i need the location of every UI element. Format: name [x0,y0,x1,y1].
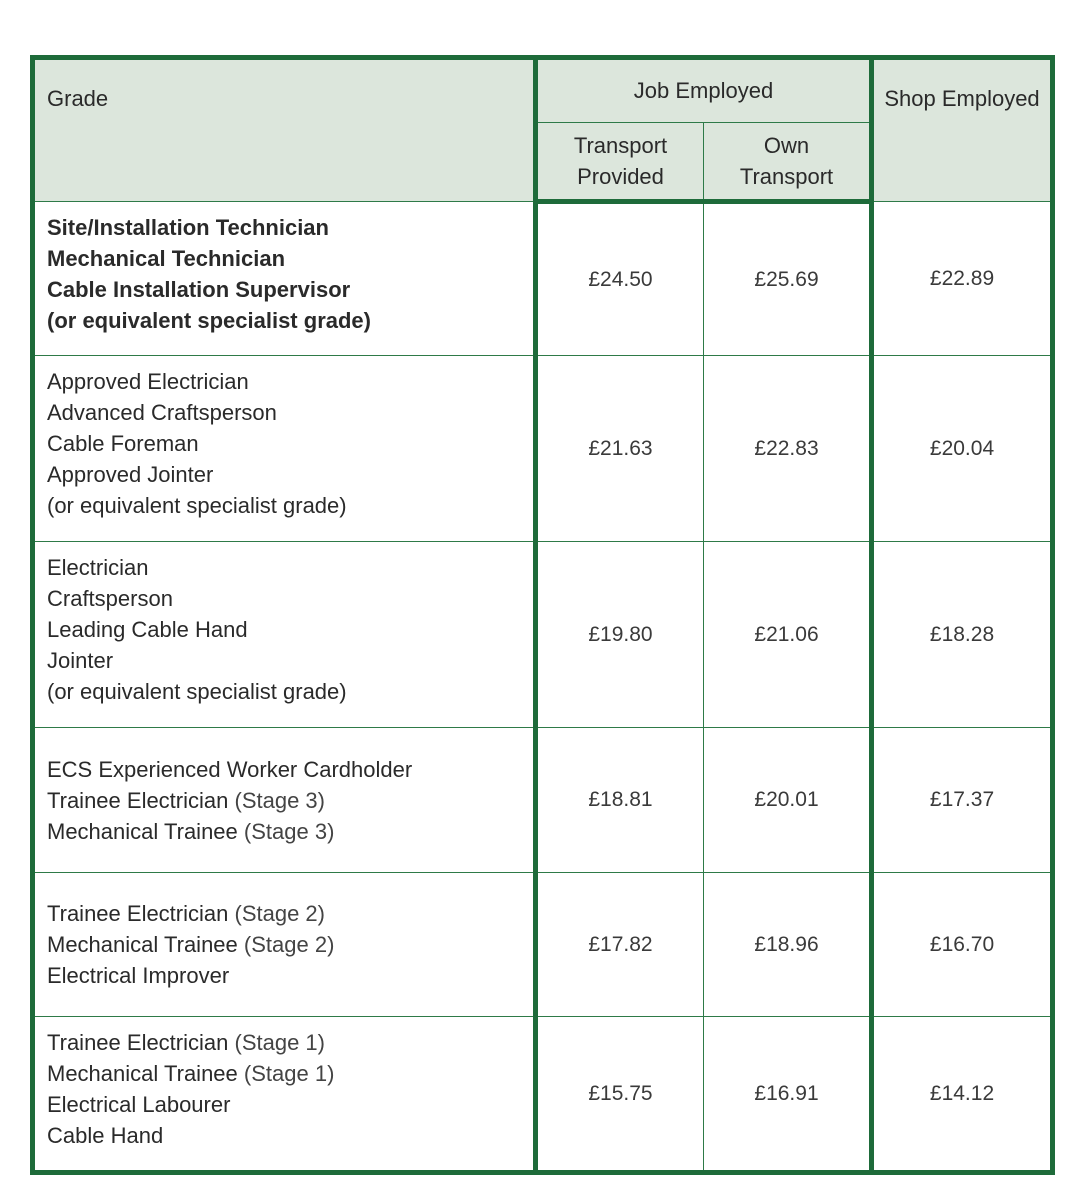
grade-title: (or equivalent specialist grade) [47,308,371,333]
grade-line [47,1027,533,1058]
grade-line [47,428,533,459]
table-row [33,1017,1053,1173]
grade-header: Grade [33,58,536,202]
grade-title: Craftsperson [47,586,173,611]
grade-stage: (Stage 3) [243,818,335,844]
grade-stage: (Stage 1) [243,1061,335,1086]
grade-cell [33,728,536,873]
grade-line [47,305,533,336]
grade-title: Advanced Craftsperson [47,400,277,425]
own-transport-rate: £22.83 [704,356,872,542]
grade-stage: (Stage 2) [234,901,325,926]
table-body [33,202,1053,1173]
own-transport-rate: £25.69 [704,202,872,356]
grade-title: ECS Experienced Worker Cardholder [47,756,413,782]
grade-line [47,754,533,785]
grade-title: Electrical Improver [47,963,230,988]
grade-title: Site/Installation Technician [47,215,329,240]
grade-cell [33,356,536,542]
shop-employed-rate: £20.04 [872,356,1053,542]
transport-provided-rate: £18.81 [536,728,704,873]
transport-provided-header-line-2: Provided [577,164,664,189]
grade-line [47,898,533,929]
grade-title: Cable Installation Supervisor [47,277,351,302]
grade-line [47,490,533,521]
grade-line [47,459,533,490]
grade-title: Trainee Electrician [47,901,229,926]
table-row [33,356,1053,542]
grade-title: (or equivalent specialist grade) [47,493,347,518]
grade-line [47,1058,533,1089]
grade-line [47,583,533,614]
shop-employed-rate: £16.70 [872,873,1053,1017]
transport-provided-rate: £15.75 [536,1017,704,1173]
grade-cell [33,202,536,356]
grade-line [47,816,533,847]
transport-provided-rate: £19.80 [536,542,704,728]
grade-stage: (Stage 3) [234,787,325,813]
grade-line [47,243,533,274]
table-row [33,728,1053,873]
shop-employed-rate: £17.37 [872,728,1053,873]
grade-title: Approved Jointer [47,462,214,487]
grade-cell [33,542,536,728]
grade-title: Leading Cable Hand [47,617,248,642]
table-row [33,542,1053,728]
grade-line [47,274,533,305]
grade-line [47,785,533,816]
pay-rates-table-container [30,55,1050,1175]
grade-title: Approved Electrician [47,369,249,394]
transport-provided-rate: £21.63 [536,356,704,542]
grade-title: Mechanical Trainee [47,1061,238,1086]
grade-title: Mechanical Trainee [47,818,238,844]
grade-line [47,1120,533,1151]
grade-stage: (Stage 1) [234,1030,325,1055]
own-transport-header-line-2: Transport [739,164,834,189]
shop-employed-rate: £22.89 [872,202,1053,356]
grade-title: Electrician [47,555,149,580]
own-transport-rate: £21.06 [704,542,872,728]
grade-title: Trainee Electrician [47,787,229,813]
table-header [33,58,1053,202]
grade-line [47,960,533,991]
own-transport-rate: £16.91 [704,1017,872,1173]
own-transport-rate: £20.01 [704,728,872,873]
transport-provided-rate: £24.50 [536,202,704,356]
shop-employed-rate: £18.28 [872,542,1053,728]
table-row [33,202,1053,356]
grade-line [47,614,533,645]
grade-title: Jointer [47,648,114,673]
transport-provided-rate: £17.82 [536,873,704,1017]
grade-line [47,929,533,960]
grade-title: Trainee Electrician [47,1030,229,1055]
own-transport-rate: £18.96 [704,873,872,1017]
grade-line [47,645,533,676]
grade-stage: (Stage 2) [243,932,335,957]
transport-provided-header [536,123,704,202]
grade-line [47,212,533,243]
grade-line [47,1089,533,1120]
transport-provided-header-line-1: Transport [573,133,668,158]
job-employed-header: Job Employed [536,58,872,123]
grade-title: Mechanical Technician [47,246,286,271]
pay-rates-table [30,55,1055,1175]
grade-cell [33,1017,536,1173]
grade-title: Mechanical Trainee [47,932,238,957]
grade-line [47,552,533,583]
own-transport-header-line-1: Own [763,133,810,158]
grade-line [47,366,533,397]
grade-line [47,676,533,707]
own-transport-header [704,123,872,202]
shop-employed-rate: £14.12 [872,1017,1053,1173]
shop-employed-header: Shop Employed [872,58,1053,202]
grade-title: (or equivalent specialist grade) [47,679,347,704]
grade-title: Cable Hand [47,1123,164,1148]
grade-title: Electrical Labourer [47,1092,231,1117]
grade-cell [33,873,536,1017]
grade-line [47,397,533,428]
table-row [33,873,1053,1017]
grade-title: Cable Foreman [47,431,199,456]
